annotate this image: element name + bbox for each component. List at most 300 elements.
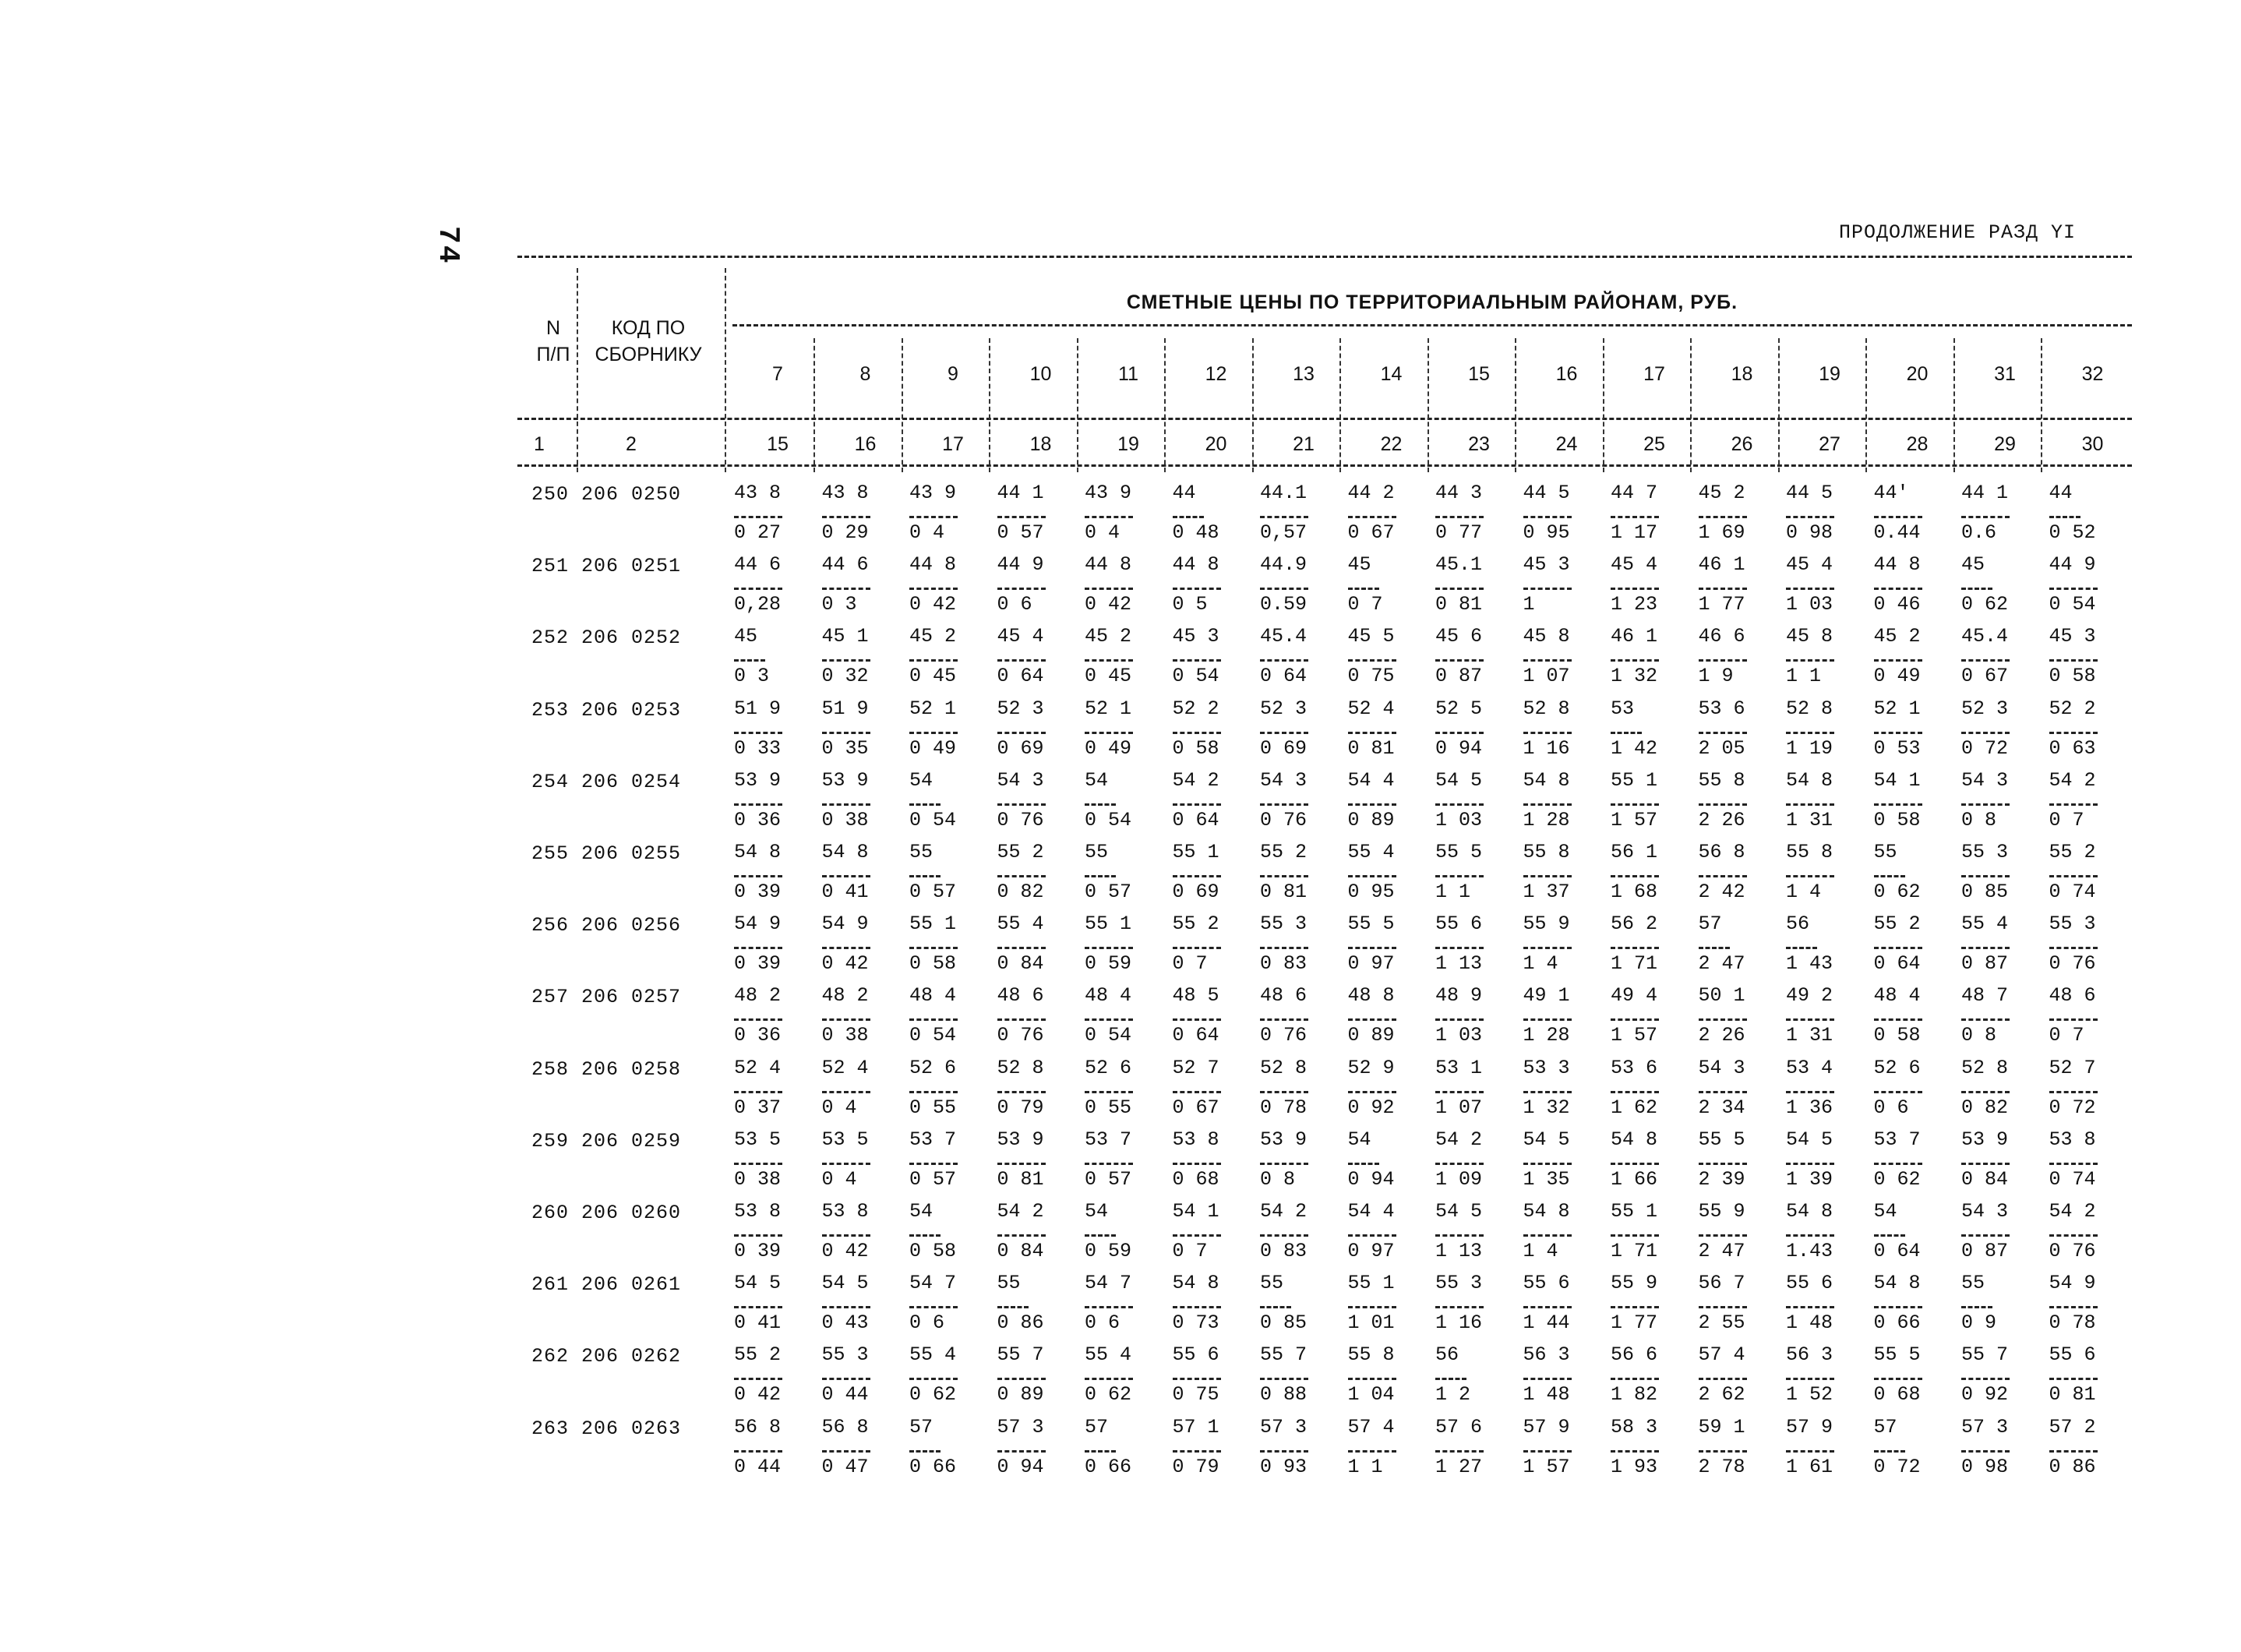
fraction-separator <box>1348 792 1396 806</box>
fraction-separator <box>734 792 782 806</box>
price-cell <box>909 1272 958 1335</box>
price-value: 55 1 <box>1347 1272 1395 1295</box>
price-cell <box>1523 1057 1572 1120</box>
price-value: 54 5 <box>1435 768 1483 792</box>
row-number: 251 <box>531 555 570 578</box>
price-value: 48 6 <box>997 984 1044 1008</box>
fraction-separator <box>1435 505 1484 518</box>
price-value: 52 1 <box>1085 697 1132 720</box>
price-cell <box>1085 1128 1133 1191</box>
fraction-separator <box>997 1439 1046 1453</box>
fraction-separator <box>997 1295 1029 1308</box>
price-value: 58 3 <box>1611 1415 1658 1438</box>
price-cell <box>1699 1272 1747 1335</box>
fraction-separator <box>1348 1080 1396 1093</box>
coef-value: 2 55 <box>1698 1311 1745 1335</box>
fraction-separator <box>1348 721 1396 734</box>
price-cell <box>1786 841 1834 904</box>
price-cell <box>1786 1272 1834 1335</box>
fraction-separator <box>734 1152 782 1165</box>
price-cell <box>1611 1416 1659 1479</box>
fraction-separator <box>1173 1008 1221 1021</box>
coef-value: 0 38 <box>821 808 869 831</box>
fraction-separator <box>1523 1367 1572 1380</box>
fraction-separator <box>1085 1439 1116 1453</box>
fraction-separator <box>909 864 941 877</box>
price-cell <box>997 912 1046 976</box>
price-value: 54 <box>1085 1200 1109 1223</box>
column-number: 30 <box>2081 433 2104 455</box>
price-cell <box>1611 697 1657 761</box>
coef-value: 1 61 <box>1786 1455 1833 1478</box>
price-value: 55 1 <box>1611 1200 1658 1223</box>
price-cell <box>997 625 1046 688</box>
price-value: 55 3 <box>2049 912 2096 936</box>
fraction-separator <box>1260 577 1308 590</box>
coef-value: 2 47 <box>1698 952 1745 976</box>
fraction-separator <box>1961 505 2010 518</box>
coef-value: 0 39 <box>734 1240 782 1262</box>
price-value: 48 2 <box>734 984 782 1008</box>
price-cell <box>909 912 958 976</box>
region-header: 32 <box>2081 363 2104 385</box>
fraction-separator <box>1348 864 1396 877</box>
row-number: 261 <box>531 1273 570 1297</box>
price-cell <box>1699 697 1747 761</box>
fraction-separator <box>1874 721 1922 734</box>
price-value: 44' <box>1873 482 1909 504</box>
coef-value: 1 9 <box>1698 665 1734 688</box>
price-cell <box>1699 841 1747 904</box>
price-cell <box>1961 553 2008 616</box>
price-value: 56 8 <box>734 1415 782 1438</box>
coef-value: 0,57 <box>1260 521 1308 544</box>
header-main-title: СМЕТНЫЕ ЦЕНЫ ПО ТЕРРИТОРИАЛЬНЫМ РАЙОНАМ, РУБ. <box>1126 291 1738 313</box>
fraction-separator <box>1085 1008 1133 1021</box>
price-value: 54 1 <box>1873 768 1921 792</box>
fraction-separator <box>2049 577 2098 590</box>
price-cell <box>1786 1057 1834 1120</box>
coef-value: 0 81 <box>1347 736 1395 760</box>
price-value: 45 2 <box>1698 482 1745 504</box>
price-value: 55 9 <box>1523 912 1570 936</box>
coef-value: 1 09 <box>1435 1167 1483 1191</box>
price-value: 45 2 <box>1085 625 1132 648</box>
coef-value: 0 79 <box>1172 1455 1219 1478</box>
fraction-separator <box>1786 1223 1834 1237</box>
fraction-separator <box>1874 936 1922 949</box>
price-value: 45 2 <box>909 625 957 648</box>
coef-value: 0 42 <box>1085 593 1132 616</box>
price-cell <box>1874 1416 1921 1479</box>
region-header: 19 <box>1819 363 1840 385</box>
coef-value: 1 77 <box>1698 593 1745 616</box>
price-cell <box>822 1416 870 1479</box>
coef-value: 0 74 <box>2049 881 2096 903</box>
coef-value: 1 4 <box>1523 952 1558 976</box>
price-cell <box>822 1343 870 1407</box>
price-cell <box>909 1128 958 1191</box>
price-value: 57 2 <box>2049 1415 2096 1438</box>
price-value: 55 2 <box>2049 841 2096 863</box>
price-value: 53 1 <box>1435 1056 1483 1079</box>
price-value: 53 9 <box>821 768 869 792</box>
price-cell <box>1260 482 1308 545</box>
coef-value: 0 89 <box>1347 808 1395 831</box>
column-number: 27 <box>1819 433 1840 455</box>
price-value: 53 4 <box>1786 1056 1833 1079</box>
fraction-separator <box>1085 577 1133 590</box>
coef-value: 0 57 <box>1085 881 1132 903</box>
coef-value: 0 64 <box>1172 808 1219 831</box>
column-divider <box>577 268 578 472</box>
coef-value: 0 83 <box>1260 952 1308 976</box>
price-value: 44 6 <box>821 553 869 577</box>
price-value: 55 4 <box>1347 841 1395 863</box>
price-cell <box>1786 1128 1834 1191</box>
coef-value: 0 76 <box>2049 952 2096 976</box>
column-number: 15 <box>767 433 789 455</box>
fraction-separator <box>1961 577 1992 590</box>
price-value: 55 1 <box>1085 912 1132 936</box>
row-number: 263 <box>531 1417 570 1440</box>
price-value: 48 4 <box>909 984 957 1008</box>
price-value: 44 1 <box>1961 482 2009 504</box>
price-cell <box>2049 625 2098 688</box>
column-number: 18 <box>1029 433 1052 455</box>
coef-value: 0 33 <box>734 736 782 760</box>
fraction-separator <box>1173 792 1221 806</box>
fraction-separator <box>1435 1295 1484 1308</box>
region-header: 12 <box>1205 363 1227 385</box>
fraction-separator <box>1435 577 1484 590</box>
price-cell <box>2049 984 2098 1047</box>
price-value: 55 6 <box>1172 1343 1219 1367</box>
fraction-separator <box>734 721 782 734</box>
price-value: 52 7 <box>1172 1056 1219 1079</box>
price-value: 55 5 <box>1873 1343 1921 1367</box>
price-cell <box>1699 625 1747 688</box>
price-value: 56 <box>1786 912 1810 936</box>
coef-value: 0 62 <box>1085 1383 1132 1407</box>
fraction-separator <box>1435 1223 1484 1237</box>
coef-value: 0 5 <box>1172 593 1208 616</box>
coef-value: 0 54 <box>2049 593 2096 616</box>
coef-value: 0 76 <box>2049 1240 2096 1262</box>
coef-value: 1 48 <box>1786 1311 1833 1335</box>
price-value: 51 9 <box>821 697 869 720</box>
fraction-separator <box>1874 1295 1922 1308</box>
coef-value: 0 62 <box>1873 881 1921 903</box>
price-value: 54 2 <box>1172 768 1219 792</box>
coef-value: 1 31 <box>1786 808 1833 831</box>
price-cell <box>1961 1343 2010 1407</box>
price-cell <box>1348 482 1396 545</box>
coef-value: 0 3 <box>734 665 770 688</box>
price-cell <box>1173 1200 1221 1263</box>
price-value: 56 2 <box>1611 912 1658 936</box>
price-value: 52 1 <box>909 697 957 720</box>
fraction-separator <box>2049 721 2098 734</box>
coef-value: 0 68 <box>1172 1167 1219 1191</box>
price-value: 49 4 <box>1611 984 1658 1008</box>
price-cell <box>1699 984 1747 1047</box>
price-cell <box>1260 1128 1308 1191</box>
coef-value: 0 7 <box>1172 952 1208 976</box>
price-cell <box>1699 553 1747 616</box>
fraction-separator <box>909 1439 941 1453</box>
price-value: 48 4 <box>1085 984 1132 1008</box>
fraction-separator <box>1699 936 1730 949</box>
price-cell <box>1611 1200 1659 1263</box>
fraction-separator <box>1611 1295 1659 1308</box>
fraction-separator <box>1786 577 1834 590</box>
fraction-separator <box>1961 1367 2010 1380</box>
column-number: 19 <box>1117 433 1139 455</box>
price-cell <box>2049 912 2098 976</box>
price-cell <box>734 1128 782 1191</box>
price-cell <box>1874 912 1922 976</box>
price-value: 54 <box>1873 1200 1897 1223</box>
price-cell <box>1435 1272 1484 1335</box>
fraction-separator <box>1435 792 1484 806</box>
coef-value: 1 2 <box>1435 1383 1471 1407</box>
coef-value: 0 62 <box>1873 1167 1921 1191</box>
price-value: 56 8 <box>1698 841 1745 863</box>
fraction-separator <box>1173 1152 1221 1165</box>
fraction-separator <box>1523 648 1572 662</box>
price-value: 52 8 <box>997 1056 1044 1079</box>
coef-value: 0 67 <box>1172 1096 1219 1119</box>
price-cell <box>1435 769 1484 832</box>
price-value: 54 8 <box>1172 1272 1219 1295</box>
fraction-separator <box>1173 721 1221 734</box>
price-cell <box>909 1200 956 1263</box>
price-cell <box>1348 1128 1395 1191</box>
price-cell <box>1260 1272 1307 1335</box>
price-value: 48 6 <box>2049 984 2096 1008</box>
coef-value: 0 59 <box>1085 952 1132 976</box>
price-cell <box>1085 697 1133 761</box>
price-value: 55 6 <box>1435 912 1483 936</box>
price-value: 59 1 <box>1698 1415 1745 1438</box>
price-value: 45 <box>734 625 758 648</box>
region-header: 11 <box>1118 363 1138 385</box>
fraction-separator <box>1173 648 1221 662</box>
fraction-separator <box>2049 864 2098 877</box>
price-value: 52 3 <box>1961 697 2009 720</box>
price-value: 44 8 <box>909 553 957 577</box>
fraction-separator <box>1085 936 1133 949</box>
price-cell <box>1173 769 1221 832</box>
coef-value: 0 76 <box>1260 1024 1308 1047</box>
coef-value: 0 45 <box>1085 665 1132 688</box>
price-value: 54 3 <box>1961 1200 2009 1223</box>
price-value: 57 4 <box>1698 1343 1745 1367</box>
price-value: 52 4 <box>821 1056 869 1079</box>
coef-value: 0 29 <box>821 521 869 544</box>
price-value: 53 9 <box>1260 1128 1308 1151</box>
coef-value: 0 37 <box>734 1096 782 1119</box>
fraction-separator <box>909 505 958 518</box>
price-value: 55 8 <box>1347 1343 1395 1367</box>
price-value: 54 2 <box>2049 768 2096 792</box>
region-header: 7 <box>772 363 783 385</box>
price-value: 45 4 <box>1786 553 1833 577</box>
price-cell <box>909 1416 956 1479</box>
price-value: 43 8 <box>821 482 869 504</box>
price-value: 56 1 <box>1611 841 1658 863</box>
coef-value: 0 64 <box>997 665 1044 688</box>
coef-value: 1 07 <box>1435 1096 1483 1119</box>
fraction-separator <box>909 936 958 949</box>
price-cell <box>1173 912 1221 976</box>
coef-value: 0 66 <box>1873 1311 1921 1335</box>
column-number: 21 <box>1293 433 1315 455</box>
fraction-separator <box>1699 1152 1747 1165</box>
fraction-separator <box>997 792 1046 806</box>
coef-value: 2 05 <box>1698 736 1745 760</box>
price-value: 46 1 <box>1611 625 1658 648</box>
fraction-separator <box>997 936 1046 949</box>
price-cell <box>1435 482 1484 545</box>
price-cell <box>1961 984 2010 1047</box>
price-value: 55 8 <box>1523 841 1570 863</box>
coef-value: 0 92 <box>1347 1096 1395 1119</box>
coef-value: 2 42 <box>1698 881 1745 903</box>
fraction-separator <box>1173 1295 1221 1308</box>
fraction-separator <box>2049 936 2098 949</box>
coef-value: 2 34 <box>1698 1096 1745 1119</box>
price-value: 54 2 <box>1260 1200 1308 1223</box>
price-cell <box>1611 553 1659 616</box>
coef-value: 0 8 <box>1961 1024 1997 1047</box>
coef-value: 0 74 <box>2049 1167 2096 1191</box>
fraction-separator <box>1260 936 1308 949</box>
fraction-separator <box>1874 577 1922 590</box>
fraction-separator <box>1786 721 1834 734</box>
price-cell <box>822 841 870 904</box>
coef-value: 0.44 <box>1873 521 1921 544</box>
coef-value: 0 57 <box>997 521 1044 544</box>
price-value: 54 8 <box>821 841 869 863</box>
row-code: 206 0251 <box>581 555 682 578</box>
fraction-separator <box>1085 505 1133 518</box>
price-cell <box>1435 984 1484 1047</box>
coef-value: 1 1 <box>1435 881 1471 903</box>
row-number: 256 <box>531 914 570 937</box>
price-value: 45 <box>1347 553 1371 577</box>
price-value: 55 4 <box>997 912 1044 936</box>
price-cell <box>1786 984 1834 1047</box>
price-value: 44 5 <box>1786 482 1833 504</box>
price-cell <box>1611 482 1659 545</box>
fraction-separator <box>1611 721 1642 734</box>
price-value: 55 3 <box>1435 1272 1483 1295</box>
fraction-separator <box>1523 1008 1572 1021</box>
row-code: 206 0252 <box>581 627 682 650</box>
fraction-separator <box>1699 505 1747 518</box>
price-value: 54 5 <box>1786 1128 1833 1151</box>
price-value: 45 2 <box>1873 625 1921 648</box>
price-cell <box>734 984 782 1047</box>
fraction-separator <box>1961 792 2010 806</box>
column-number: 25 <box>1643 433 1665 455</box>
price-cell <box>1085 482 1133 545</box>
price-value: 54 5 <box>734 1272 782 1295</box>
price-cell <box>1874 482 1922 545</box>
fraction-separator <box>1085 792 1116 806</box>
price-cell <box>1085 625 1133 688</box>
fraction-separator <box>1611 577 1659 590</box>
price-cell <box>1961 482 2010 545</box>
price-cell <box>1435 1128 1484 1191</box>
coef-value: 0 58 <box>2049 665 2096 688</box>
price-cell <box>1699 1057 1747 1120</box>
fraction-separator <box>909 1008 958 1021</box>
price-cell <box>1874 769 1922 832</box>
price-value: 44.9 <box>1260 553 1308 577</box>
fraction-separator <box>1260 1367 1308 1380</box>
price-cell <box>822 1128 870 1191</box>
coef-value: 1 48 <box>1523 1383 1570 1407</box>
fraction-separator <box>1523 864 1572 877</box>
price-value: 53 3 <box>1523 1056 1570 1079</box>
fraction-separator <box>1260 864 1308 877</box>
fraction-separator <box>1699 1439 1747 1453</box>
coef-value: 0 87 <box>1435 665 1483 688</box>
header-kod-line1: КОД ПО <box>611 317 686 339</box>
row-number: 252 <box>531 627 570 650</box>
price-value: 49 1 <box>1523 984 1570 1008</box>
price-value: 54 5 <box>1523 1128 1570 1151</box>
price-cell <box>997 1057 1046 1120</box>
coef-value: 0 85 <box>1260 1311 1308 1335</box>
price-value: 54 3 <box>1961 768 2009 792</box>
fraction-separator <box>1085 1295 1133 1308</box>
fraction-separator <box>1523 1152 1572 1165</box>
fraction-separator <box>997 1080 1046 1093</box>
coef-value: 1 57 <box>1611 1024 1658 1047</box>
coef-value: 0 4 <box>821 1167 857 1191</box>
coef-value: 0 6 <box>909 1311 945 1335</box>
price-value: 55 <box>909 841 933 863</box>
price-cell <box>1961 1057 2010 1120</box>
price-value: 57 <box>1698 912 1722 936</box>
price-value: 55 5 <box>1347 912 1395 936</box>
continuation-label: ПРОДОЛЖЕНИЕ РАЗД YI <box>1839 221 2077 244</box>
price-cell <box>909 553 958 616</box>
price-cell <box>997 482 1046 545</box>
price-value: 55 7 <box>1260 1343 1308 1367</box>
coef-value: 0 4 <box>1085 521 1120 544</box>
price-value: 52 6 <box>1873 1056 1921 1079</box>
header-kod <box>586 315 711 368</box>
price-value: 56 3 <box>1523 1343 1570 1367</box>
fraction-separator <box>1699 1223 1747 1237</box>
region-header: 20 <box>1906 363 1929 385</box>
coef-value: 0 4 <box>909 521 945 544</box>
fraction-separator <box>1699 792 1747 806</box>
price-cell <box>1786 625 1834 688</box>
fraction-separator <box>1173 864 1221 877</box>
price-value: 57 3 <box>1961 1415 2009 1438</box>
fraction-separator <box>822 1295 870 1308</box>
fraction-separator <box>1173 505 1204 518</box>
coef-value: 0 8 <box>1961 808 1997 831</box>
price-value: 45 3 <box>1523 553 1570 577</box>
coef-value: 0 38 <box>821 1024 869 1047</box>
